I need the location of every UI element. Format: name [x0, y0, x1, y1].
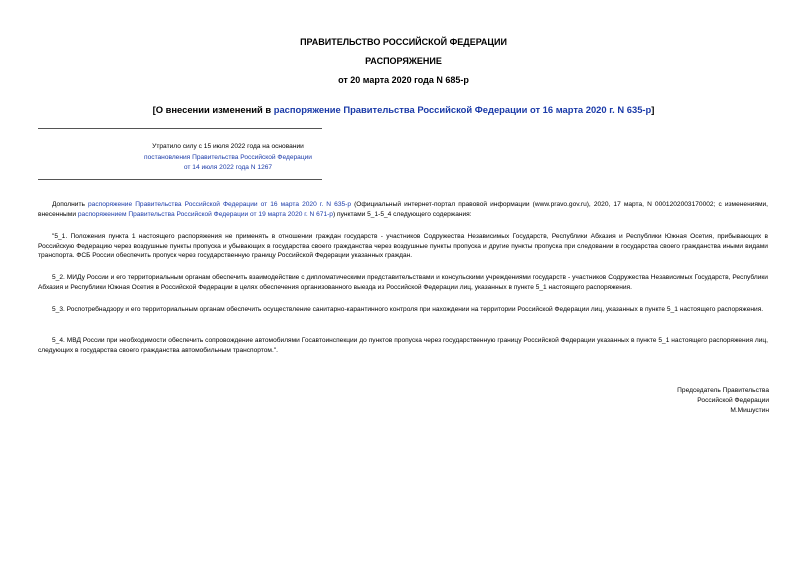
- subject-open: [О внесении изменений в: [152, 104, 274, 115]
- document-authority: ПРАВИТЕЛЬСТВО РОССИЙСКОЙ ФЕДЕРАЦИИ: [300, 37, 507, 47]
- paragraph-intro-link1[interactable]: распоряжение Правительства Российской Федерации от 16 марта 2020 г. N 635-р: [88, 201, 352, 208]
- repeal-note-link-line2[interactable]: от 14 июля 2022 года N 1267: [183, 164, 273, 171]
- signature-block: [677, 386, 769, 416]
- paragraph-intro-text-b: (Официальный интернет-портал правовой информации (www.pravo.gov.ru), 2020, 17 марта, N 0001202003170002; с изменениями, внесенными: [38, 201, 769, 218]
- repeal-note-link-line1[interactable]: постановления Правительства Российской Федерации: [144, 153, 312, 161]
- paragraph-5-2: 5_2. МИДу России и его территориальным органам обеспечить взаимодействие с дипломатическими представительствами и консульскими учреждениями государств - участников Содружества Независимых Государств, Республики Абхазия и Республики Южная Осетия в Российской Федерации в целях обеспечения организованного выезда из Российской Федерации лиц, указанных в пункте 5_1 настоящего распоряжения.: [38, 274, 768, 291]
- document-kind: РАСПОРЯЖЕНИЕ: [365, 56, 442, 66]
- paragraph-intro-link2[interactable]: распоряжением Правительства Российской Федерации от 19 марта 2020 г. N 671-р: [77, 210, 333, 218]
- signature-name: М.Мишустин: [730, 407, 769, 414]
- paragraph-intro: [38, 200, 768, 219]
- divider-top: [38, 128, 322, 129]
- repeal-note: [38, 142, 418, 174]
- paragraph-5-4: 5_4. МВД России при необходимости обеспечить сопровождение автомобилями Госавтоинспекции до пунктов пропуска через государственную границу Российской Федерации указанных в пункте 5_1 настоящего распоряжения лиц, следующих в государства своего гражданства автомобильным транспортом.".: [38, 337, 768, 354]
- paragraph-5-3: 5_3. Роспотребнадзору и его территориальным органам обеспечить осуществление санитарно-карантинного контроля при нахождении на территории Российской Федерации лиц, указанных в пункте 5_1 настоящего распоряжения.: [52, 306, 764, 313]
- document-subject: [0, 104, 807, 115]
- paragraph-intro-text-c: ) пунктами 5_1-5_4 следующего содержания:: [332, 210, 472, 218]
- subject-link[interactable]: распоряжение Правительства Российской Федерации от 16 марта 2020 г. N 635-р: [273, 104, 652, 115]
- signature-position: Председатель Правительства: [677, 387, 769, 394]
- paragraph-5-1: "5_1. Положения пункта 1 настоящего распоряжения не применять в отношении граждан государств - участников Содружества Независимых Государств, Республики Абхазия и Республики Южная Осетия, прибывающих в Российскую Федерацию через воздушные пункты пропуска и убывающих в государства своего гражданства через воздушные пункты пропуска и другие пункты пропуска при следовании в государства своего гражданства иными видами транспорта. ФСБ России обеспечить пропуск через государственную границу Российской Федерации указанных граждан.: [38, 233, 768, 260]
- repeal-note-line1: Утратило силу с 15 июля 2022 года на основании: [152, 143, 304, 150]
- signature-position-org: Российской Федерации: [697, 397, 769, 404]
- paragraph-intro-text-a: Дополнить: [52, 201, 89, 208]
- subject-close: ]: [651, 104, 655, 115]
- divider-bottom: [38, 179, 322, 180]
- document-date-number: от 20 марта 2020 года N 685-р: [338, 75, 469, 85]
